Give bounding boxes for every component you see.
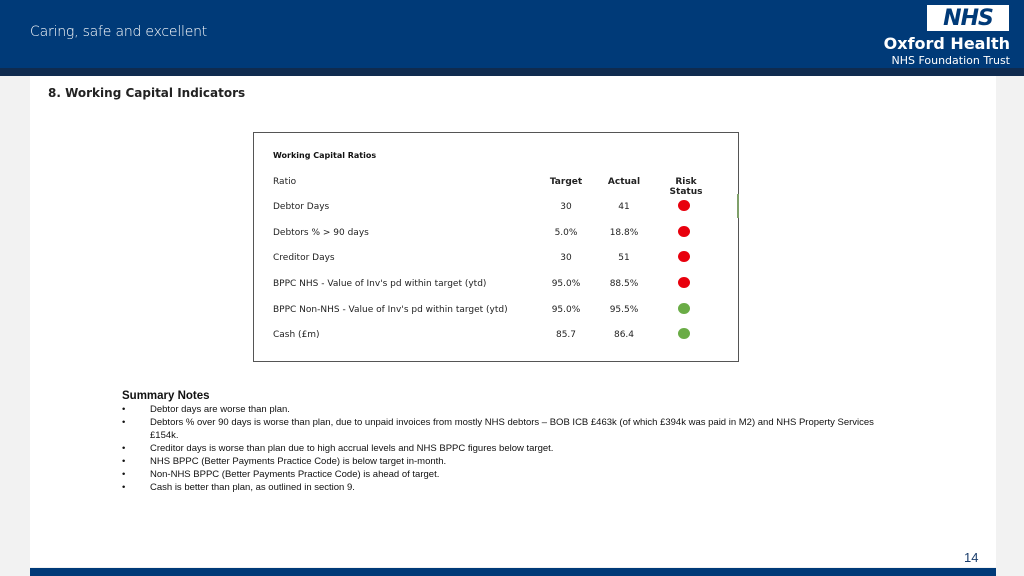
risk-status-dot xyxy=(678,200,690,211)
note-text: Creditor days is worse than plan due to high accrual levels and NHS BPPC figures below target. xyxy=(150,443,554,454)
row-target: 95.0% xyxy=(551,279,581,289)
header-ratio: Ratio xyxy=(273,177,297,187)
risk-status-dot xyxy=(678,226,690,237)
tagline: Caring, safe and excellent xyxy=(30,24,208,40)
row-actual: 51 xyxy=(618,253,630,263)
row-actual: 88.5% xyxy=(609,279,639,289)
note-text: Debtor days are worse than plan. xyxy=(150,404,290,415)
risk-status-dot xyxy=(678,328,690,339)
row-target: 30 xyxy=(560,253,572,263)
row-target: 5.0% xyxy=(554,228,578,238)
row-label: Debtors % > 90 days xyxy=(273,228,369,238)
table-title: Working Capital Ratios xyxy=(273,151,377,160)
bullet: • xyxy=(122,443,126,454)
table-row xyxy=(254,202,738,216)
risk-status-dot xyxy=(678,277,690,288)
org-name: Oxford Health xyxy=(883,34,1010,53)
summary-notes xyxy=(122,390,882,494)
row-actual: 18.8% xyxy=(609,228,639,238)
risk-status-dot xyxy=(678,251,690,262)
table-header-row xyxy=(254,177,738,197)
note-text: NHS BPPC (Better Payments Practice Code) is below target in-month. xyxy=(150,456,447,467)
row-label: BPPC Non-NHS - Value of Inv's pd within target (ytd) xyxy=(273,305,508,315)
table-row xyxy=(254,279,738,293)
header-strip xyxy=(0,68,1024,76)
row-target: 95.0% xyxy=(551,305,581,315)
row-actual: 41 xyxy=(618,202,630,212)
summary-note xyxy=(122,442,882,455)
table-row xyxy=(254,228,738,242)
bullet: • xyxy=(122,456,126,467)
row-target: 30 xyxy=(560,202,572,212)
header-actual: Actual xyxy=(607,177,641,187)
row-target: 85.7 xyxy=(555,330,577,340)
bullet: • xyxy=(122,482,126,493)
row-actual: 86.4 xyxy=(613,330,635,340)
note-text: Non-NHS BPPC (Better Payments Practice Code) is ahead of target. xyxy=(150,469,440,480)
section-title: 8. Working Capital Indicators xyxy=(48,86,246,100)
page-number: 14 xyxy=(964,550,979,565)
summary-note xyxy=(122,481,882,494)
row-label: Cash (£m) xyxy=(273,330,320,340)
edge-marker xyxy=(737,194,739,218)
footer-bar xyxy=(30,568,996,576)
header-risk-status: Risk Status xyxy=(669,177,703,197)
note-text: Debtors % over 90 days is worse than plan, due to unpaid invoices from mostly NHS debtors – BOB ICB £463k (of which £394k was paid in M2) and NHS Property Services £154k. xyxy=(150,417,874,441)
summary-note xyxy=(122,468,882,481)
note-text: Cash is better than plan, as outlined in section 9. xyxy=(150,482,355,493)
table-row xyxy=(254,305,738,319)
summary-note xyxy=(122,455,882,468)
table-row xyxy=(254,330,738,344)
row-actual: 95.5% xyxy=(609,305,639,315)
nhs-logo-text: NHS xyxy=(943,5,993,31)
working-capital-table xyxy=(253,132,739,362)
row-label: Debtor Days xyxy=(273,202,330,212)
nhs-logo xyxy=(927,5,1009,31)
risk-status-dot xyxy=(678,303,690,314)
row-label: BPPC NHS - Value of Inv's pd within target (ytd) xyxy=(273,279,487,289)
org-subtitle: NHS Foundation Trust xyxy=(891,54,1010,67)
bullet: • xyxy=(122,469,126,480)
bullet: • xyxy=(122,404,126,415)
summary-note xyxy=(122,403,882,416)
bullet: • xyxy=(122,417,126,428)
table-row xyxy=(254,253,738,267)
summary-note xyxy=(122,416,882,442)
header-target: Target xyxy=(549,177,583,187)
summary-title: Summary Notes xyxy=(122,390,210,402)
row-label: Creditor Days xyxy=(273,253,335,263)
